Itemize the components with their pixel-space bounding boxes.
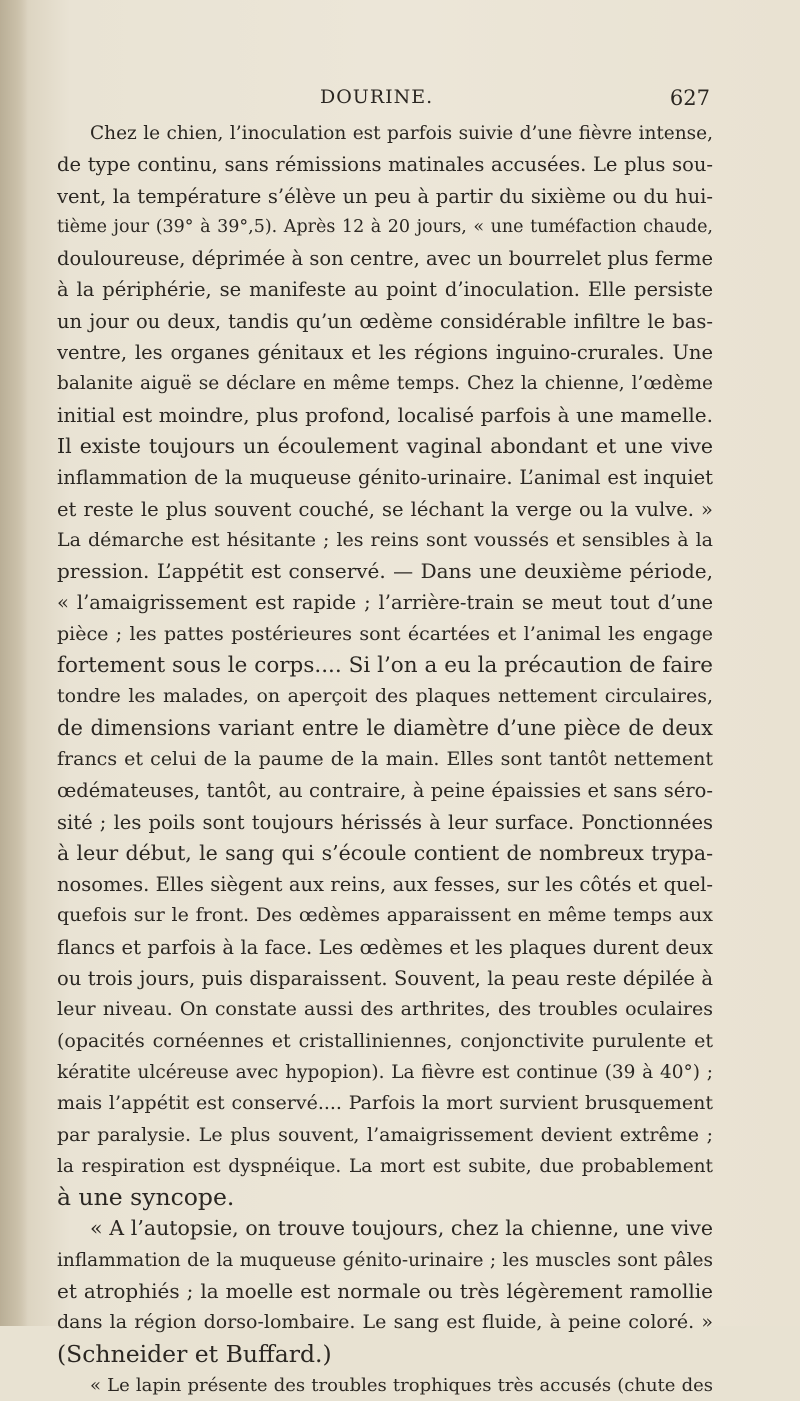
text-line: La démarche est hésitante ; les reins sont voussés et sensibles à la — [57, 528, 713, 551]
text-line: kératite ulcéreuse avec hypopion). La fièvre est continue (39 à 40°) ; — [57, 1061, 713, 1083]
text-line: « A l’autopsie, on trouve toujours, chez la chienne, une vive — [90, 1216, 713, 1241]
text-line: (Schneider et Buffard.) — [57, 1339, 332, 1368]
text-line: de dimensions variant entre le diamètre d’une pièce de deux — [57, 715, 713, 740]
text-line: par paralysie. Le plus souvent, l’amaigrissement devient extrême ; — [57, 1123, 713, 1146]
page-gutter-shadow — [0, 0, 28, 1326]
text-line: Il existe toujours un écoulement vaginal abondant et une vive — [57, 433, 713, 458]
text-line: « Le lapin présente des troubles trophiques très accusés (chute des — [90, 1374, 713, 1396]
text-line: sité ; les poils sont toujours hérissés à leur surface. Ponctionnées — [57, 810, 713, 834]
running-title: DOURINE. — [320, 86, 434, 108]
text-line: francs et celui de la paume de la main. Elles sont tantôt nettement — [57, 747, 713, 770]
text-line: inflammation de la muqueuse génito-urinaire ; les muscles sont pâles — [57, 1249, 713, 1271]
text-line: et atrophiés ; la moelle est normale ou très légèrement ramollie — [57, 1278, 713, 1303]
text-line: un jour ou deux, tandis qu’un œdème considérable infiltre le bas- — [57, 309, 713, 333]
body-text — [57, 118, 713, 1401]
text-line: quefois sur le front. Des œdèmes apparaissent en même temps aux — [57, 904, 713, 927]
text-line: pièce ; les pattes postérieures sont écartées et l’animal les engage — [57, 622, 713, 645]
text-line: nosomes. Elles siègent aux reins, aux fesses, sur les côtés et quel- — [57, 873, 713, 897]
text-line: flancs et parfois à la face. Les œdèmes et les plaques durent deux — [57, 935, 713, 959]
text-line: et reste le plus souvent couché, se léchant la verge ou la vulve. » — [57, 497, 713, 521]
text-line: œdémateuses, tantôt, au contraire, à peine épaissies et sans séro- — [57, 779, 713, 803]
text-line: tième jour (39° à 39°,5). Après 12 à 20 jours, « une tuméfaction chaude, — [57, 216, 713, 237]
text-line: ventre, les organes génitaux et les régions inguino-crurales. Une — [57, 341, 713, 365]
text-line: « l’amaigrissement est rapide ; l’arrière-train se meut tout d’une — [57, 591, 713, 615]
text-line: (opacités cornéennes et cristalliniennes, conjonctivite purulente et — [57, 1029, 713, 1052]
text-line: de type continu, sans rémissions matinales accusées. Le plus sou- — [57, 153, 713, 177]
text-line: à une syncope. — [57, 1183, 235, 1212]
text-line: dans la région dorso-lombaire. Le sang est fluide, à peine coloré. » — [57, 1311, 713, 1334]
text-line: ou trois jours, puis disparaissent. Souvent, la peau reste dépilée à — [57, 967, 713, 991]
text-line: mais l’appétit est conservé.... Parfois la mort survient brusquement — [57, 1092, 713, 1115]
text-line: inflammation de la muqueuse génito-urinaire. L’animal est inquiet — [57, 466, 713, 490]
text-line: tondre les malades, on aperçoit des plaques nettement circulaires, — [57, 685, 713, 708]
text-line: Chez le chien, l’inoculation est parfois suivie d’une fièvre intense, — [90, 123, 713, 144]
text-line: douloureuse, déprimée à son centre, avec un bourrelet plus ferme — [57, 247, 713, 271]
text-line: la respiration est dyspnéique. La mort est subite, due probablement — [57, 1155, 713, 1177]
text-line: à la périphérie, se manifeste au point d’inoculation. Elle persiste — [57, 278, 713, 302]
text-line: fortement sous le corps.... Si l’on a eu la précaution de faire — [57, 653, 713, 679]
text-line: balanite aiguë se déclare en même temps. Chez la chienne, l’œdème — [57, 373, 713, 395]
text-line: vent, la température s’élève un peu à partir du sixième ou du hui- — [57, 184, 713, 208]
page-header — [320, 86, 710, 112]
text-line: leur niveau. On constate aussi des arthrites, des troubles oculaires — [57, 998, 713, 1021]
text-line: pression. L’appétit est conservé. — Dans une deuxième période, — [57, 559, 713, 584]
page-number: 627 — [669, 86, 710, 110]
text-line: à leur début, le sang qui s’écoule contient de nombreux trypa- — [57, 840, 713, 865]
text-line: initial est moindre, plus profond, localisé parfois à une mamelle. — [57, 402, 713, 427]
